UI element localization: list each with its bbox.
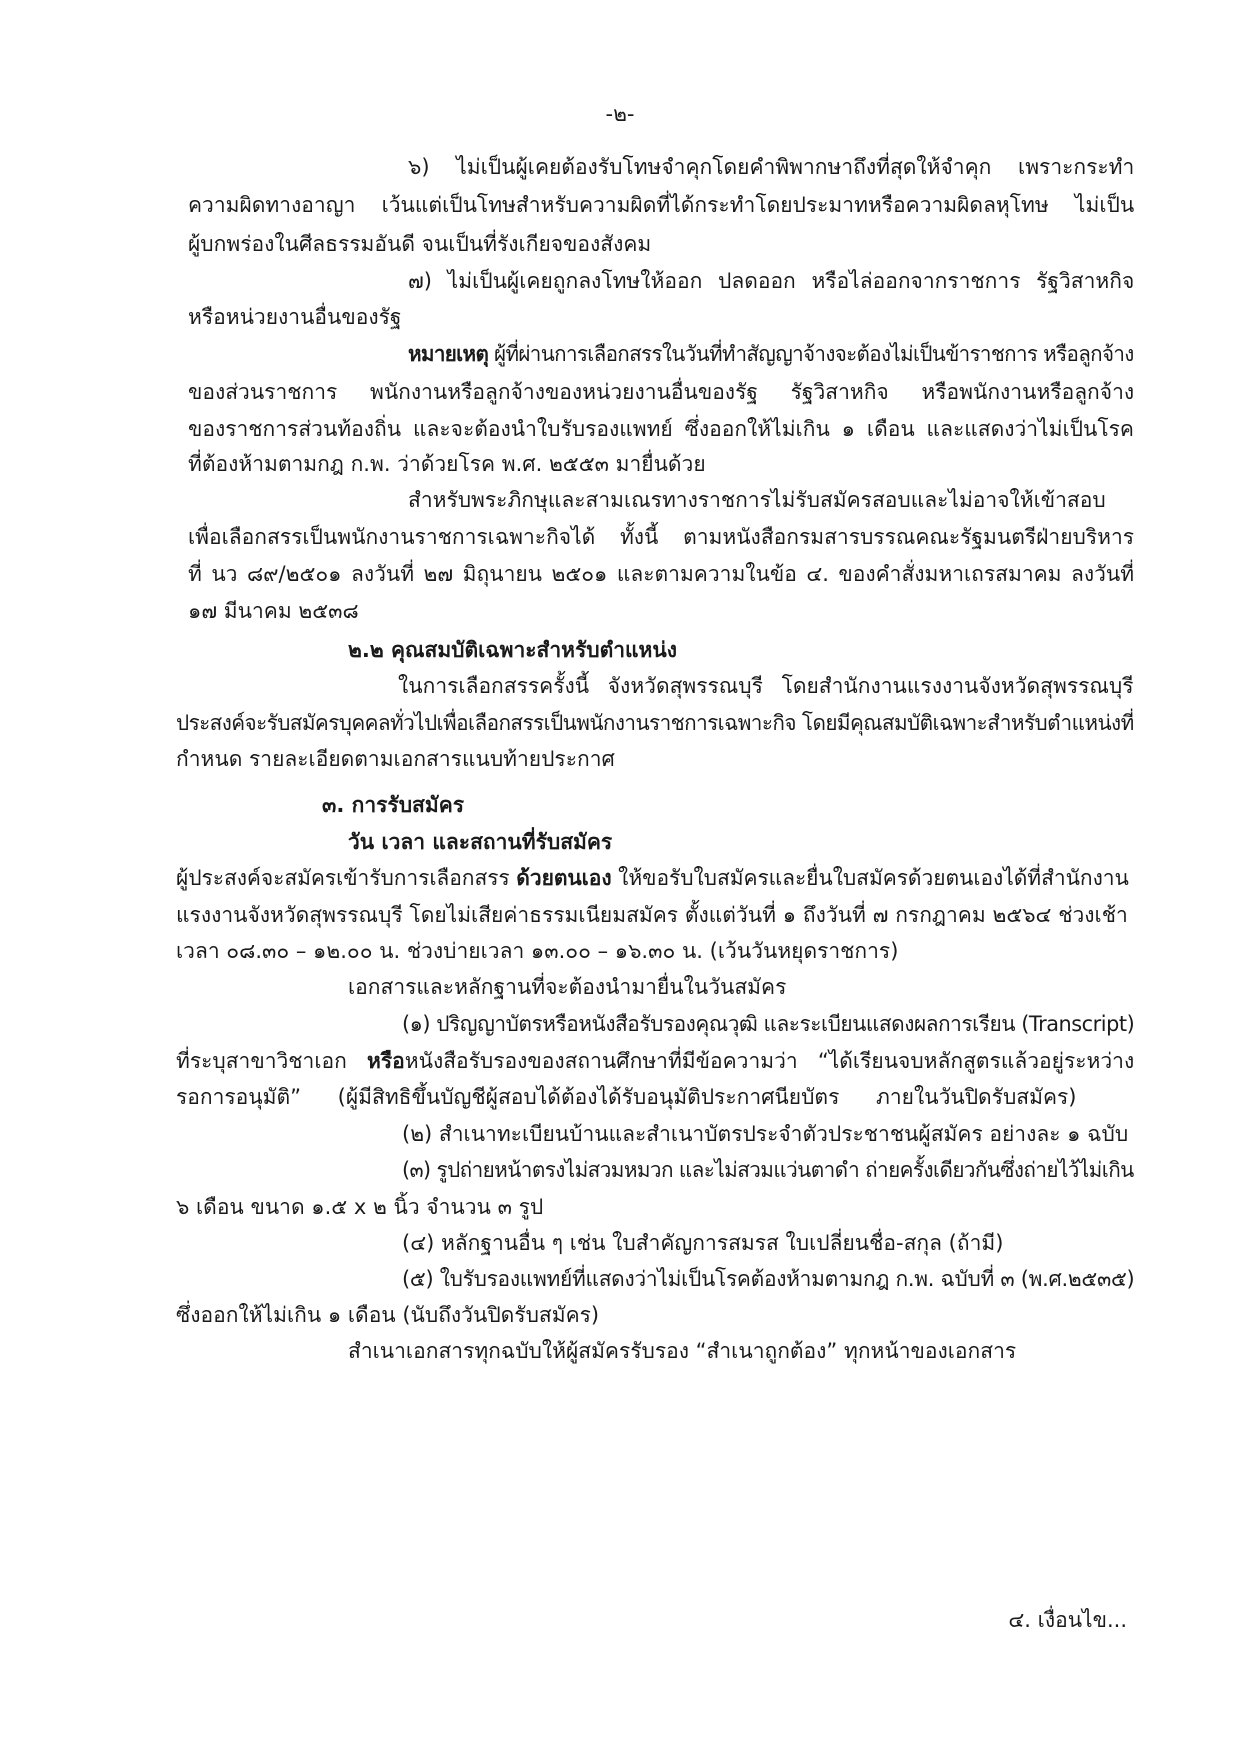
text-line	[402, 1014, 1134, 1035]
text-run: ซึ่งออกให้ไม่เกิน ๑ เดือน (นับถึงวันปิดรับสมัคร)	[176, 1303, 600, 1327]
text-run: ผู้ประสงค์จะสมัครเข้ารับการเลือกสรร	[176, 866, 517, 890]
bold-text: หรือ	[367, 1049, 405, 1073]
page-number: -๒-	[605, 102, 635, 126]
text-run: ๗) ไม่เป็นผู้เคยถูกลงโทษให้ออก ปลดออก หรือไล่ออกจากราชการ รัฐวิสาหกิจ	[408, 269, 1135, 293]
text-line	[398, 676, 1134, 697]
text-run: ผู้บกพร่องในศีลธรรมอันดี จนเป็นที่รังเกียจของสังคม	[188, 232, 652, 256]
bold-text: ด้วยตนเอง	[516, 866, 612, 890]
text-line	[322, 795, 464, 816]
text-line	[176, 1197, 543, 1218]
text-line	[408, 271, 1134, 292]
text-run: ๖ เดือน ขนาด ๑.๕ x ๒ นิ้ว จำนวน ๓ รูป	[176, 1195, 544, 1219]
text-line	[408, 490, 1106, 511]
text-line	[188, 564, 1134, 585]
bold-text: วัน เวลา และสถานที่รับสมัคร	[348, 830, 613, 854]
text-run: หรือหน่วยงานอื่นของรัฐ	[188, 305, 402, 329]
text-line	[188, 419, 1134, 440]
text-line	[188, 601, 359, 622]
text-line	[176, 868, 1129, 889]
text-run: ของส่วนราชการ พนักงานหรือลูกจ้างของหน่วยงานอื่นของรัฐ รัฐวิสาหกิจ หรือพนักงานหรือลูกจ้าง	[188, 380, 1135, 404]
text-run: ที่ นว ๘๙/๒๕๐๑ ลงวันที่ ๒๗ มิถุนายน ๒๕๐๑ และตามความในข้อ ๔. ของคำสั่งมหาเถรสมาคม ลงวันที่	[188, 562, 1135, 586]
text-line	[176, 749, 615, 770]
continuation-note: ๔. เงื่อนไข...	[1008, 1608, 1127, 1632]
text-run: ๑๗ มีนาคม ๒๕๓๘	[188, 599, 359, 623]
text-line	[176, 905, 1128, 926]
text-line	[188, 195, 1134, 216]
bold-text: ๒.๒ คุณสมบัติเฉพาะสำหรับตำแหน่ง	[348, 638, 678, 662]
text-run: (๑) ปริญญาบัตรหรือหนังสือรับรองคุณวุฒิ และระเบียนแสดงผลการเรียน (Transcript)	[402, 1012, 1135, 1036]
bold-text: ๓. การรับสมัคร	[322, 793, 465, 817]
text-run: แรงงานจังหวัดสุพรรณบุรี โดยไม่เสียค่าธรรมเนียมสมัคร ตั้งแต่วันที่ ๑ ถึงวันที่ ๗ กรกฎาคม ๒๕๖๔ ช่วงเช้า	[176, 903, 1128, 927]
text-run: ผู้ที่ผ่านการเลือกสรรในวันที่ทำสัญญาจ้างจะต้องไม่เป็นข้าราชการ หรือลูกจ้าง	[488, 342, 1134, 366]
text-run: หนังสือรับรองของสถานศึกษาที่มีข้อความว่า “ได้เรียนจบหลักสูตรแล้วอยู่ระหว่าง	[404, 1049, 1135, 1073]
text-line	[176, 713, 1134, 734]
text-line	[408, 157, 1134, 178]
text-run: ความผิดทางอาญา เว้นแต่เป็นโทษสำหรับความผิดที่ได้กระทำโดยประมาทหรือความผิดลหุโทษ ไม่เป็น	[188, 193, 1135, 217]
text-run: ที่ต้องห้ามตามกฎ ก.พ. ว่าด้วยโรค พ.ศ. ๒๕๕๓ มายื่นด้วย	[188, 452, 706, 476]
text-line	[348, 1341, 1016, 1362]
text-line	[176, 1305, 599, 1326]
text-run: เพื่อเลือกสรรเป็นพนักงานราชการเฉพาะกิจได้ ทั้งนี้ ตามหนังสือกรมสารบรรณคณะรัฐมนตรีฝ่ายบริหาร	[188, 525, 1135, 549]
text-line	[188, 382, 1134, 403]
text-run: สำหรับพระภิกษุและสามเณรทางราชการไม่รับสมัครสอบและไม่อาจให้เข้าสอบ	[408, 488, 1106, 512]
text-line	[176, 1087, 1076, 1108]
text-run: (๔) หลักฐานอื่น ๆ เช่น ใบสำคัญการสมรส ใบเปลี่ยนชื่อ-สกุล (ถ้ามี)	[402, 1231, 1004, 1255]
text-run: ให้ขอรับใบสมัครและยื่นใบสมัครด้วยตนเองได้ที่สำนักงาน	[611, 866, 1129, 890]
text-run: รอการอนุมัติ” (ผู้มีสิทธิขึ้นบัญชีผู้สอบได้ต้องได้รับอนุมัติประกาศนียบัตร ภายในวันปิดรับสมัคร)	[176, 1085, 1077, 1109]
text-run: ประสงค์จะรับสมัครบุคคลทั่วไปเพื่อเลือกสรรเป็นพนักงานราชการเฉพาะกิจ โดยมีคุณสมบัติเฉพาะสำหรับตำแหน่งที่	[176, 711, 1134, 735]
text-line	[176, 1051, 1134, 1072]
text-line	[176, 941, 898, 962]
text-run: (๕) ใบรับรองแพทย์ที่แสดงว่าไม่เป็นโรคต้องห้ามตามกฎ ก.พ. ฉบับที่ ๓ (พ.ศ.๒๕๓๕)	[402, 1267, 1135, 1291]
text-run: สำเนาเอกสารทุกฉบับให้ผู้สมัครรับรอง “สำเนาถูกต้อง” ทุกหน้าของเอกสาร	[348, 1339, 1017, 1363]
text-line	[408, 344, 1134, 365]
text-line	[348, 640, 677, 661]
text-run: ของราชการส่วนท้องถิ่น และจะต้องนำใบรับรองแพทย์ ซึ่งออกให้ไม่เกิน ๑ เดือน และแสดงว่าไม่เป็นโรค	[188, 417, 1134, 441]
text-line	[348, 832, 612, 853]
text-run: เอกสารและหลักฐานที่จะต้องนำมายื่นในวันสมัคร	[348, 975, 787, 999]
text-line	[402, 1269, 1134, 1290]
text-line	[188, 307, 402, 328]
text-line	[188, 527, 1134, 548]
text-run: (๓) รูปถ่ายหน้าตรงไม่สวมหมวก และไม่สวมแว่นตาดำ ถ่ายครั้งเดียวกันซึ่งถ่ายไว้ไม่เกิน	[402, 1158, 1134, 1182]
text-run: ในการเลือกสรรครั้งนี้ จังหวัดสุพรรณบุรี โดยสำนักงานแรงงานจังหวัดสุพรรณบุรี	[398, 674, 1134, 698]
text-line	[188, 234, 651, 255]
text-line	[188, 454, 706, 475]
text-run: (๒) สำเนาทะเบียนบ้านและสำเนาบัตรประจำตัวประชาชนผู้สมัคร อย่างละ ๑ ฉบับ	[402, 1122, 1129, 1146]
text-run: กำหนด รายละเอียดตามเอกสารแนบท้ายประกาศ	[176, 747, 615, 771]
text-run: ๖) ไม่เป็นผู้เคยต้องรับโทษจำคุกโดยคำพิพากษาถึงที่สุดให้จำคุก เพราะกระทำ	[408, 155, 1135, 179]
text-line	[348, 977, 786, 998]
text-run: เวลา ๐๘.๓๐ – ๑๒.๐๐ น. ช่วงบ่ายเวลา ๑๓.๐๐ – ๑๖.๓๐ น. (เว้นวันหยุดราชการ)	[176, 939, 899, 963]
text-line	[402, 1160, 1134, 1181]
text-line	[402, 1233, 1003, 1254]
text-line	[402, 1124, 1128, 1145]
bold-text: หมายเหตุ	[408, 342, 489, 366]
text-run: ที่ระบุสาขาวิชาเอก	[176, 1049, 368, 1073]
